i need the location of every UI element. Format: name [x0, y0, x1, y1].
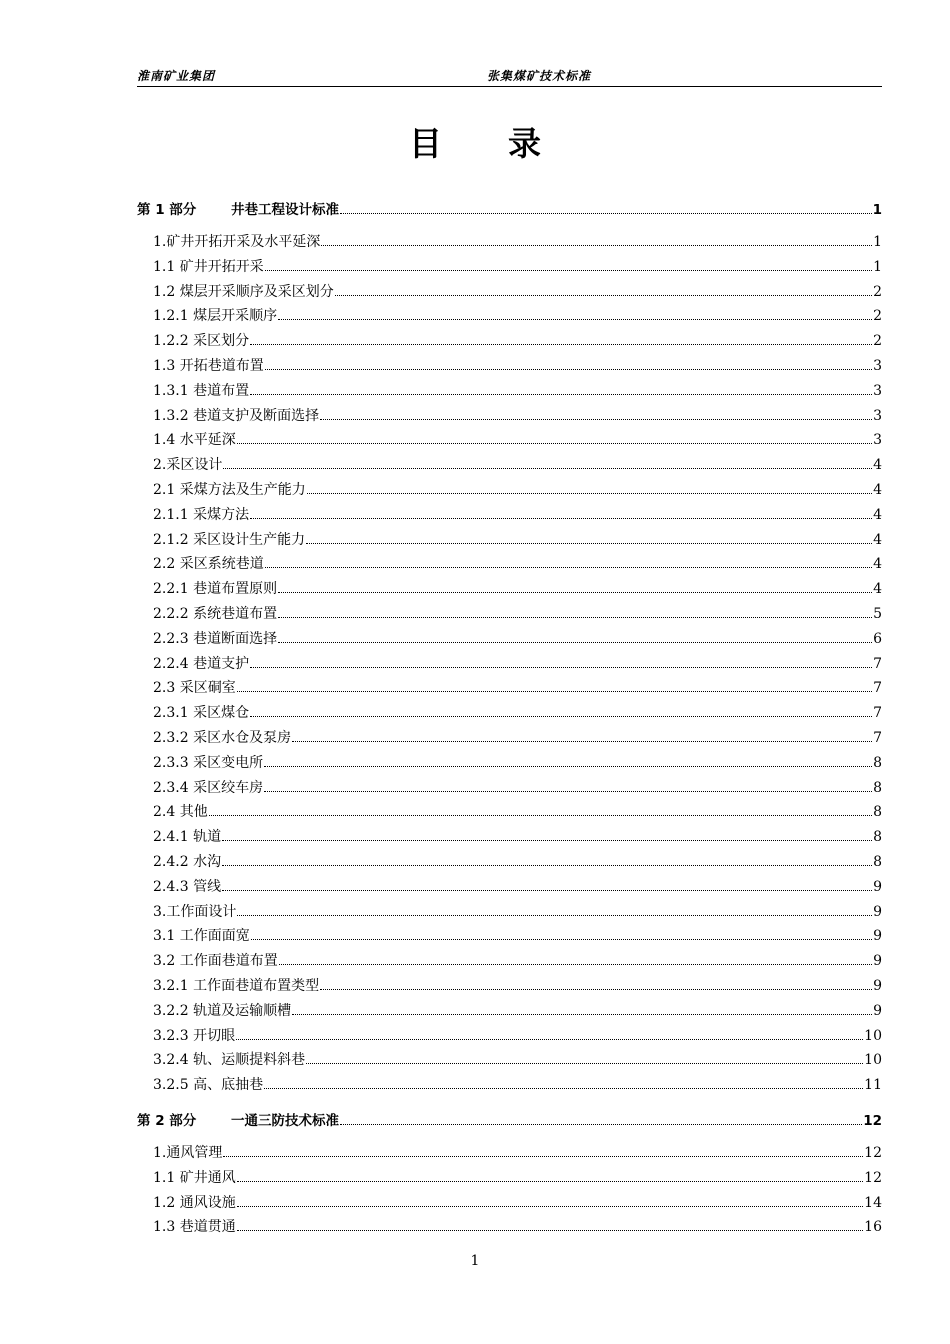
toc-entry-title: 2.1 采煤方法及生产能力 — [153, 482, 306, 498]
dot-leader — [222, 828, 872, 841]
toc-entry-title: 3.2 工作面巷道布置 — [153, 953, 278, 970]
toc-page-number: 1 — [873, 258, 882, 275]
toc-entry[interactable] — [153, 479, 882, 499]
toc-page-number: 9 — [873, 878, 882, 895]
toc-page-number: 9 — [873, 953, 882, 970]
toc-entry-title: 2.1.2 采区设计生产能力 — [153, 531, 306, 548]
toc-title-char-1: 目 — [409, 124, 442, 163]
toc-entry-title: 2.2.4 巷道支护 — [153, 655, 250, 672]
toc-entry-title: 2.4 其他 — [153, 804, 208, 821]
toc-page-number: 5 — [873, 606, 882, 622]
toc-entry-title: 2.4.2 水沟 — [153, 854, 222, 870]
toc-entry-title: 3.2.2 轨道及运输顺槽 — [153, 1002, 292, 1019]
toc-entry[interactable] — [153, 330, 882, 350]
dot-leader — [250, 382, 872, 395]
toc-entry[interactable] — [153, 851, 882, 871]
dot-leader — [209, 803, 872, 816]
toc-page-number: 3 — [873, 432, 882, 449]
toc-page-number: 7 — [873, 705, 882, 722]
toc-page-number: 4 — [873, 482, 882, 498]
toc-entry[interactable] — [153, 355, 882, 375]
toc-page-number: 10 — [864, 1052, 882, 1069]
toc-page-number: 8 — [873, 854, 882, 870]
toc-page-number: 11 — [864, 1077, 882, 1094]
toc-entry-title: 2.4.3 管线 — [153, 878, 222, 895]
toc-entry-title: 1.3.2 巷道支护及断面选择 — [153, 407, 320, 424]
toc-entry[interactable] — [153, 1000, 882, 1020]
toc-entry[interactable] — [153, 1167, 882, 1187]
toc-entry-title: 2.4.1 轨道 — [153, 829, 222, 846]
toc-entry-title: 2.2.1 巷道布置原则 — [153, 581, 278, 598]
toc-entry[interactable] — [153, 801, 882, 821]
dot-leader — [340, 201, 872, 214]
toc-entry[interactable] — [153, 950, 882, 970]
page-number: 1 — [470, 1253, 480, 1269]
dot-leader — [278, 605, 872, 618]
dot-leader — [265, 357, 872, 370]
dot-leader — [237, 679, 872, 692]
dot-leader — [320, 977, 872, 990]
toc-entry[interactable] — [153, 429, 882, 449]
toc-part-number: 第 1 部分 — [137, 202, 197, 218]
toc-entry[interactable] — [153, 1074, 882, 1094]
toc-entry[interactable] — [153, 1216, 882, 1236]
toc-page-number: 12 — [864, 1169, 882, 1186]
toc-entry-title: 1.2 通风设施 — [153, 1194, 236, 1211]
dot-leader — [264, 754, 872, 767]
toc-entry-title: 2.3.3 采区变电所 — [153, 754, 264, 771]
toc-entry[interactable] — [153, 876, 882, 896]
toc-part-title: 一通三防技术标准 — [231, 1113, 339, 1129]
toc-entry[interactable] — [153, 702, 882, 722]
dot-leader — [264, 1076, 863, 1089]
toc-entry[interactable] — [153, 925, 882, 945]
toc-entry[interactable] — [153, 529, 882, 549]
toc-entry[interactable] — [153, 504, 882, 524]
toc-page-number: 3 — [873, 382, 882, 399]
dot-leader — [292, 729, 872, 742]
toc-entry[interactable] — [153, 1049, 882, 1069]
toc-page-number: 6 — [873, 630, 882, 647]
dot-leader — [340, 1112, 862, 1125]
toc-entry-title: 1.1 矿井通风 — [153, 1169, 236, 1186]
toc-entry-title: 3.2.1 工作面巷道布置类型 — [153, 978, 320, 994]
dot-leader — [306, 531, 872, 544]
toc-entry[interactable] — [153, 603, 882, 623]
toc-entry[interactable] — [153, 405, 882, 425]
dot-leader — [237, 1218, 863, 1231]
toc-page-number: 9 — [873, 928, 882, 945]
toc-entry-title: 2.3.4 采区绞车房 — [153, 779, 264, 796]
dot-leader — [264, 779, 872, 792]
toc-part-entry[interactable] — [137, 1109, 882, 1129]
toc-page-number: 12 — [863, 1113, 882, 1129]
toc-page-number: 4 — [873, 506, 882, 523]
toc-entry[interactable] — [153, 256, 882, 276]
toc-page-number: 8 — [873, 829, 882, 846]
dot-leader — [335, 283, 872, 296]
toc-entry[interactable] — [153, 901, 882, 921]
toc-entry[interactable] — [153, 305, 882, 325]
dot-leader — [265, 555, 872, 568]
toc-entry[interactable] — [153, 1142, 882, 1162]
toc-entry[interactable] — [153, 578, 882, 598]
dot-leader — [278, 307, 872, 320]
toc-entry-title: 1.4 水平延深 — [153, 432, 236, 449]
toc-entry[interactable] — [153, 1192, 882, 1212]
toc-entry-title: 2.1.1 采煤方法 — [153, 506, 250, 523]
toc-entry-title: 1.1 矿井开拓开采 — [153, 258, 264, 275]
toc-part-title: 井巷工程设计标准 — [231, 202, 339, 218]
header-company: 淮南矿业集团 — [137, 69, 216, 83]
toc-entry-title: 2.2.3 巷道断面选择 — [153, 630, 278, 647]
dot-leader — [251, 927, 872, 940]
toc-entry[interactable] — [153, 653, 882, 673]
toc-page-number: 2 — [873, 333, 882, 350]
page-header — [137, 64, 882, 87]
toc-page-number: 2 — [873, 308, 882, 325]
dot-leader — [237, 1194, 863, 1207]
toc-entry-title: 2.2.2 系统巷道布置 — [153, 606, 278, 622]
toc-title — [0, 118, 950, 165]
toc-entry-title: 3.2.3 开切眼 — [153, 1027, 236, 1044]
toc-entry[interactable] — [153, 553, 882, 573]
dot-leader — [223, 456, 872, 469]
dot-leader — [237, 903, 872, 916]
toc-page-number: 9 — [873, 903, 882, 920]
toc-entry-title: 2.采区设计 — [153, 457, 223, 474]
toc-page-number: 1 — [873, 234, 882, 250]
toc-entry-title: 2.3 采区硐室 — [153, 680, 236, 697]
toc-entry-title: 3.工作面设计 — [153, 903, 237, 920]
dot-leader — [320, 407, 872, 420]
toc-page-number: 2 — [873, 283, 882, 300]
toc-page-number: 4 — [873, 556, 882, 573]
header-doc-title: 张集煤矿技术标准 — [487, 69, 592, 83]
toc-entry-title: 3.1 工作面面宽 — [153, 928, 250, 945]
toc-entry[interactable] — [153, 975, 882, 995]
dot-leader — [223, 1144, 863, 1157]
toc-page-number: 9 — [873, 1002, 882, 1019]
toc-entry-title: 1.3 巷道贯通 — [153, 1219, 236, 1236]
toc-entry[interactable] — [153, 777, 882, 797]
toc-entry[interactable] — [153, 454, 882, 474]
toc-entry-title: 1.3 开拓巷道布置 — [153, 358, 264, 374]
toc-entry-title: 1.2 煤层开采顺序及采区划分 — [153, 283, 334, 300]
dot-leader — [292, 1002, 872, 1015]
dot-leader — [278, 630, 872, 643]
dot-leader — [279, 952, 872, 965]
toc-entry-title: 1.2.1 煤层开采顺序 — [153, 308, 278, 325]
toc-page-number: 14 — [864, 1194, 882, 1211]
dot-leader — [250, 704, 872, 717]
toc-entry-title: 2.2 采区系统巷道 — [153, 556, 264, 573]
toc-entry[interactable] — [153, 826, 882, 846]
toc-page-number: 7 — [873, 730, 882, 746]
toc-entry[interactable] — [153, 752, 882, 772]
toc-entry[interactable] — [153, 727, 882, 747]
toc-page-number: 8 — [873, 754, 882, 771]
dot-leader — [222, 878, 872, 891]
toc-entry-title: 2.3.1 采区煤仓 — [153, 705, 250, 722]
toc-part-entry[interactable] — [137, 198, 882, 218]
toc-entry[interactable] — [153, 677, 882, 697]
toc-page-number: 3 — [873, 407, 882, 424]
toc-page-number: 8 — [873, 804, 882, 821]
dot-leader — [307, 481, 872, 494]
dot-leader — [222, 853, 872, 866]
toc-page-number: 16 — [864, 1219, 882, 1236]
toc-title-char-2: 录 — [508, 124, 541, 163]
toc-page-number: 4 — [873, 457, 882, 474]
toc-page-number: 7 — [873, 655, 882, 672]
toc-entry-title: 1.3.1 巷道布置 — [153, 382, 250, 399]
toc-part-number: 第 2 部分 — [137, 1113, 197, 1129]
toc-page-number: 4 — [873, 581, 882, 598]
toc-entry[interactable] — [153, 1025, 882, 1045]
toc-entry-title: 1.矿井开拓开采及水平延深 — [153, 234, 321, 250]
toc-page-number: 3 — [873, 358, 882, 374]
toc-page-number: 7 — [873, 680, 882, 697]
dot-leader — [278, 580, 872, 593]
toc-entry[interactable] — [153, 628, 882, 648]
toc-page-number: 8 — [873, 779, 882, 796]
toc-entry[interactable] — [153, 380, 882, 400]
toc-page-number: 4 — [873, 531, 882, 548]
toc-entry[interactable] — [153, 231, 882, 251]
dot-leader — [265, 258, 872, 271]
dot-leader — [306, 1051, 863, 1064]
toc-entry-title: 3.2.5 高、底抽巷 — [153, 1077, 264, 1094]
dot-leader — [236, 1027, 863, 1040]
toc-entry-title: 1.2.2 采区划分 — [153, 333, 250, 350]
dot-leader — [250, 655, 872, 668]
toc-page-number: 10 — [864, 1027, 882, 1044]
dot-leader — [237, 431, 872, 444]
toc-page-number: 1 — [872, 202, 882, 218]
toc-page-number: 12 — [864, 1145, 882, 1161]
dot-leader — [321, 233, 872, 246]
dot-leader — [250, 506, 872, 519]
dot-leader — [237, 1169, 863, 1182]
toc-entry-title: 3.2.4 轨、运顺提料斜巷 — [153, 1052, 306, 1069]
toc-entry-title: 1.通风管理 — [153, 1145, 223, 1161]
toc-entry[interactable] — [153, 281, 882, 301]
toc-entry-title: 2.3.2 采区水仓及泵房 — [153, 730, 292, 746]
dot-leader — [250, 332, 872, 345]
toc-page-number: 9 — [873, 978, 882, 994]
